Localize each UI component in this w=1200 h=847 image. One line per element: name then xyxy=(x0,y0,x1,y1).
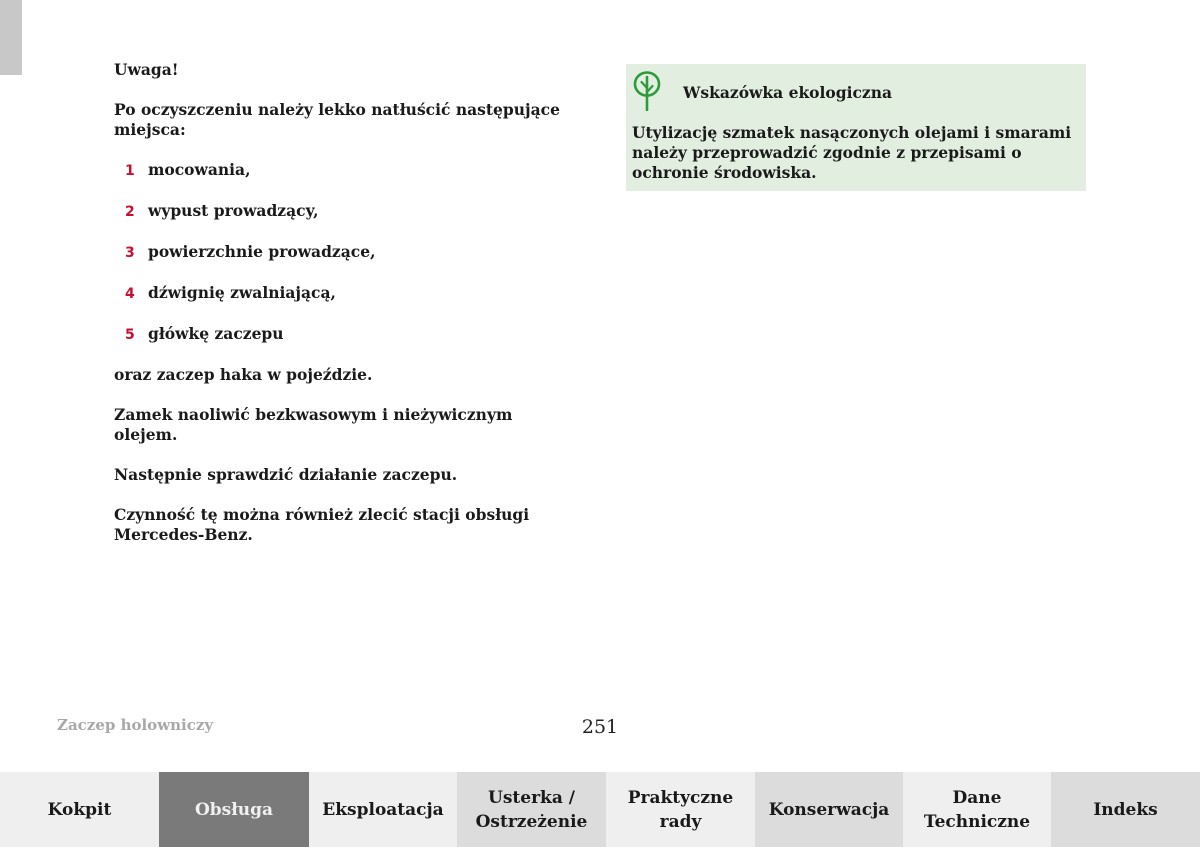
step-text: główkę zaczepu xyxy=(148,324,284,343)
step-number: 4 xyxy=(125,286,135,302)
tab-eksploatacja[interactable]: Eksploatacja xyxy=(309,772,457,847)
step-number: 1 xyxy=(125,163,135,179)
lubrication-points-list xyxy=(114,160,574,345)
tab-obsluga[interactable]: Obsługa xyxy=(159,772,309,847)
list-item xyxy=(114,160,574,181)
eco-tip-box xyxy=(626,64,1086,191)
eco-tip-title: Wskazówka ekologiczna xyxy=(683,83,893,102)
chapter-nav xyxy=(0,772,1200,847)
step-text: wypust prowadzący, xyxy=(148,201,319,220)
eco-tip-text: Utylizację szmatek nasączonych olejami i smarami należy przeprowadzić zgodnie z przepisami o ochronie środowiska. xyxy=(632,123,1072,182)
step-text: dźwignię zwalniającą, xyxy=(148,283,336,302)
list-item xyxy=(114,201,574,222)
list-item xyxy=(114,324,574,345)
list-item xyxy=(114,283,574,304)
step-text: powierzchnie prowadzące, xyxy=(148,242,376,261)
tab-kokpit[interactable]: Kokpit xyxy=(0,772,159,847)
warning-heading: Uwaga! xyxy=(114,60,179,79)
tab-indeks[interactable]: Indeks xyxy=(1051,772,1200,847)
paragraph-oil-lock: Zamek naoliwić bezkwasowym i nieżywicznym olejem. xyxy=(114,405,513,444)
tree-icon xyxy=(632,71,662,111)
step-number: 2 xyxy=(125,204,135,220)
paragraph-check: Następnie sprawdzić działanie zaczepu. xyxy=(114,465,458,484)
page-number: 251 xyxy=(581,716,619,738)
tab-konserwacja[interactable]: Konserwacja xyxy=(755,772,903,847)
tab-dane-techniczne[interactable]: Dane Techniczne xyxy=(903,772,1051,847)
step-number: 5 xyxy=(125,327,135,343)
step-number: 3 xyxy=(125,245,135,261)
tab-usterka-ostrzezenie[interactable]: Usterka / Ostrzeżenie xyxy=(457,772,606,847)
section-title: Zaczep holowniczy xyxy=(57,716,214,734)
list-item xyxy=(114,242,574,263)
page-corner-marker xyxy=(0,0,22,75)
main-content xyxy=(114,60,574,565)
paragraph-hitch: oraz zaczep haka w pojeździe. xyxy=(114,365,373,384)
step-text: mocowania, xyxy=(148,160,251,179)
tab-praktyczne-rady[interactable]: Praktyczne rady xyxy=(606,772,755,847)
paragraph-service: Czynność tę można również zlecić stacji obsługi Mercedes-Benz. xyxy=(114,505,530,544)
intro-paragraph: Po oczyszczeniu należy lekko natłuścić następujące miejsca: xyxy=(114,100,560,139)
